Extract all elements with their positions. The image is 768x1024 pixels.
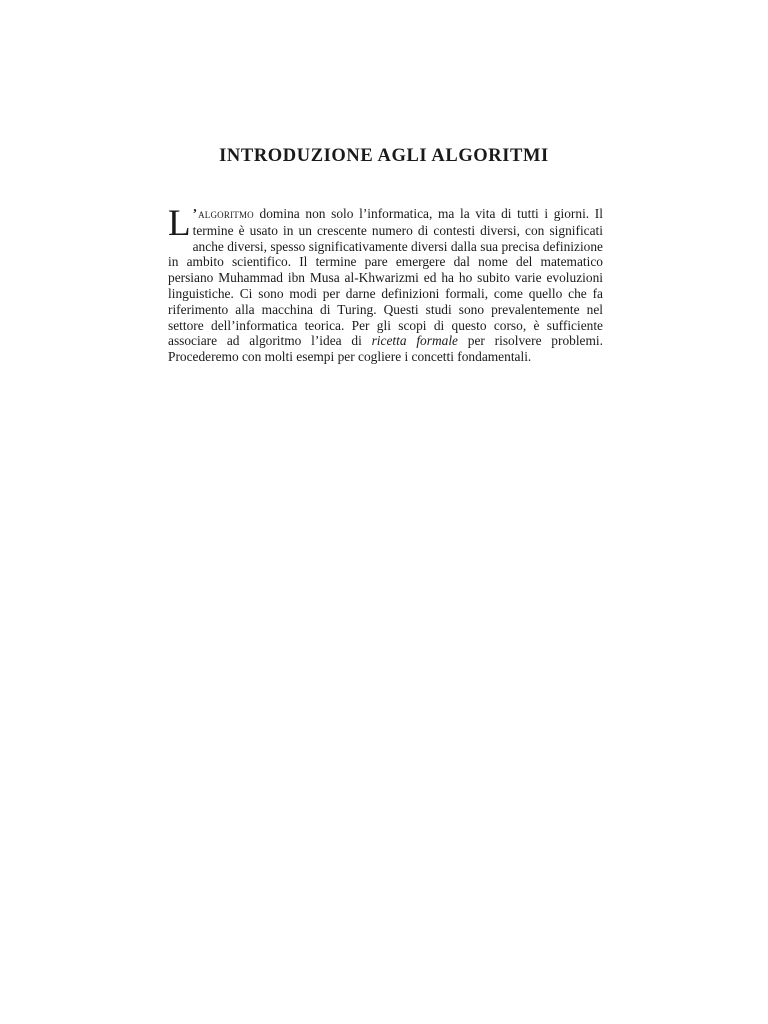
italic-term: ricetta formale (371, 333, 458, 349)
paragraph-text-part1: domina non solo l’informatica, ma la vita di tutti i giorni. Il termine è usato in un crescente numero di contesti diversi, con significati anche diversi, spesso significativamente diversi dalla sua precisa definizione in ambito scientifico. Il termine pare emergere dal nome del matematico persiano Muhammad ibn Musa al-Khwarizmi ed ha ho subito varie evoluzioni linguistiche. Ci sono modi per darne definizioni formali, come quello che fa riferimento alla macchina di Turing. Questi studi sono prevalentemente nel settore dell’informatica teorica. Per gli scopi di questo corso, è sufficiente associare ad algoritmo l’idea di (168, 206, 603, 349)
lead-word-smallcaps: algoritmo (198, 207, 254, 221)
drop-cap-apostrophe: ’ (192, 206, 198, 221)
drop-cap: L (168, 203, 191, 244)
chapter-title: INTRODUZIONE AGLI ALGORITMI (219, 146, 549, 166)
body-paragraph (168, 203, 603, 365)
paragraph-text-part2: per risolvere problemi. Procederemo con molti esempi per cogliere i concetti fondamentali. (168, 333, 603, 365)
